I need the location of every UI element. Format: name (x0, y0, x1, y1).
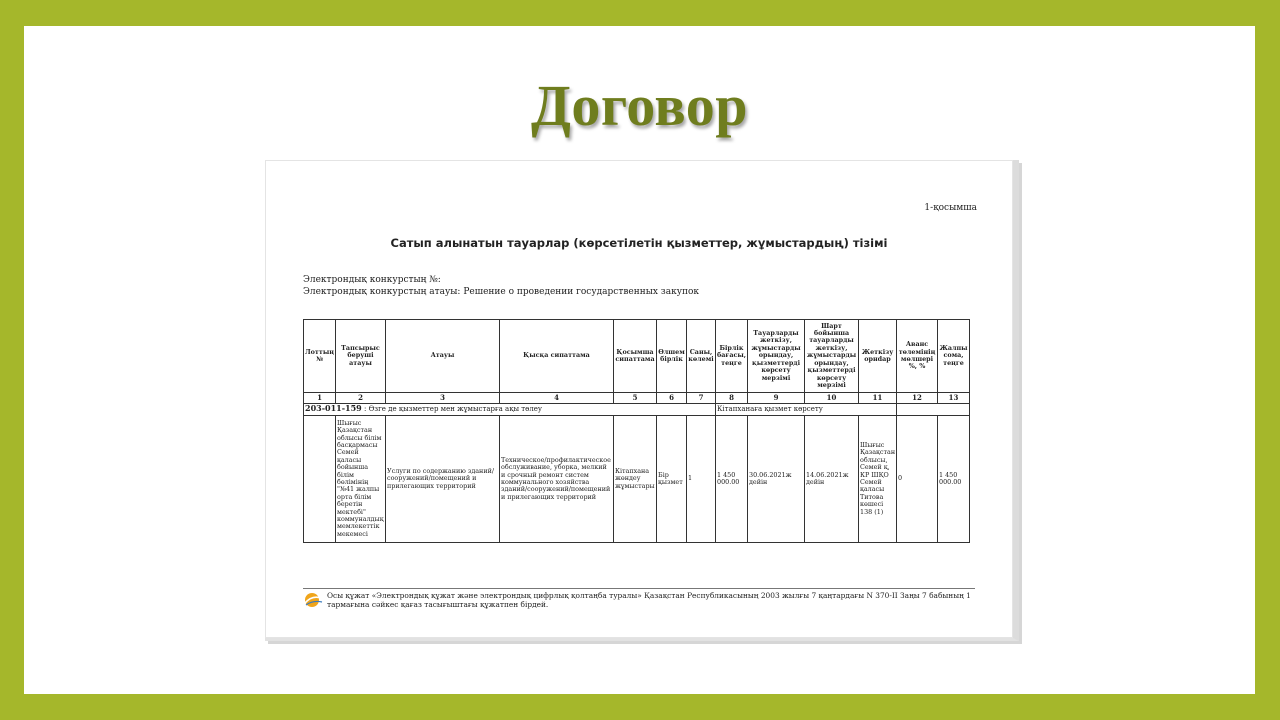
tender-number: Электрондық конкурстың №: (303, 275, 441, 285)
document-footer (303, 588, 975, 609)
egov-logo-icon (303, 592, 323, 608)
short-description-cell: Техническое/профилактическое обслуживание, уборка, мелкий и срочный ремонт систем коммунального хозяйства зданий/сооружений/помещений и прилегающих территорий (500, 416, 614, 543)
column-header: Аванс төлемінің мөлшері %, % (897, 320, 938, 393)
column-number: 12 (897, 393, 938, 404)
budget-group-row (304, 404, 970, 416)
column-header: Қосымша сипаттама (614, 320, 657, 393)
advance-cell: 0 (897, 416, 938, 543)
column-header: Жалпы сома, теңге (938, 320, 970, 393)
column-number: 10 (805, 393, 859, 404)
name-cell: Услуги по содержанию зданий/сооружений/помещений и прилегающих территорий (386, 416, 500, 543)
column-number: 4 (500, 393, 614, 404)
column-header: Жеткізу орнdар (859, 320, 897, 393)
budget-code: 203-011-159 (305, 403, 362, 414)
unit-cell: Бір қызмет (657, 416, 687, 543)
tender-meta (303, 274, 699, 298)
total-cell: 1 450 000.00 (938, 416, 970, 543)
tender-name: Электрондық конкурстың атауы: Решение о проведении государственных закупок (303, 287, 700, 297)
column-number: 1 (304, 393, 336, 404)
contract-term-cell: 14.06.2021ж дейін (805, 416, 859, 543)
service-name-cell: Кітапханаға қызмет көрсету (716, 404, 897, 416)
column-header: Шарт бойынша тауарларды жеткізу, жұмыстарды орындау, қызметтерді көрсету мерзімі (805, 320, 859, 393)
unit-price-cell: 1 450 000.00 (716, 416, 748, 543)
term-cell: 30.06.2021ж дейін (748, 416, 805, 543)
budget-group-cell (304, 404, 716, 416)
column-header: Өлшем бірлік (657, 320, 687, 393)
footer-text: Осы құжат «Электрондық құжат және электрондық цифрлық қолтаңба туралы» Қазақстан Республикасының 2003 жылғы 7 қаңтардағы N 370-II Заңы 7 бабының 1 тармағына сәйкес қағаз тасығыштағы құжатпен бірдей. (327, 591, 971, 609)
column-number: 5 (614, 393, 657, 404)
column-header: Лоттың № (304, 320, 336, 393)
column-header: Қысқа сипаттама (500, 320, 614, 393)
extra-description-cell: Кітапхана жөндеу жұмыстары (614, 416, 657, 543)
empty-cell (897, 404, 970, 416)
column-number: 9 (748, 393, 805, 404)
column-number: 3 (386, 393, 500, 404)
lot-number-cell (304, 416, 336, 543)
annex-label: 1-қосымша (924, 203, 977, 213)
delivery-place-cell: Шығыс Қазақстан облысы, Семей қ, КР ШҚО Семей қаласы Титова көшесі 138 (1) (859, 416, 897, 543)
customer-cell: Шығыс Қазақстан облысы білім басқармасы Семей қаласы бойынша білім бөлімінің "№41 жалпы орта білім беретін мектебі" коммуналдық мемлекеттік мекемесі (336, 416, 386, 543)
document-image (265, 160, 1019, 641)
slide-title: Договор (530, 73, 749, 138)
column-number: 13 (938, 393, 970, 404)
column-header: Тауарларды жеткізу, жұмыстарды орындау, қызметтерді көрсету мерзімі (748, 320, 805, 393)
column-number: 7 (687, 393, 716, 404)
column-header: Бірлік бағасы, теңге (716, 320, 748, 393)
column-header: Атауы (386, 320, 500, 393)
column-header: Тапсырыс беруші атауы (336, 320, 386, 393)
column-number: 11 (859, 393, 897, 404)
items-table (303, 319, 970, 543)
document-heading: Сатып алынатын тауарлар (көрсетілетін қызметтер, жұмыстардың) тізімі (390, 236, 888, 250)
budget-description: : Өзге де қызметтер мен жұмыстарға ақы төлеу (363, 405, 543, 414)
column-header: Саны, көлемі (687, 320, 716, 393)
column-number: 6 (657, 393, 687, 404)
table-header-row (304, 320, 970, 393)
slide (24, 26, 1255, 694)
quantity-cell: 1 (687, 416, 716, 543)
table-row (304, 416, 970, 543)
column-number-row (304, 393, 970, 404)
column-number: 8 (716, 393, 748, 404)
column-number: 2 (336, 393, 386, 404)
